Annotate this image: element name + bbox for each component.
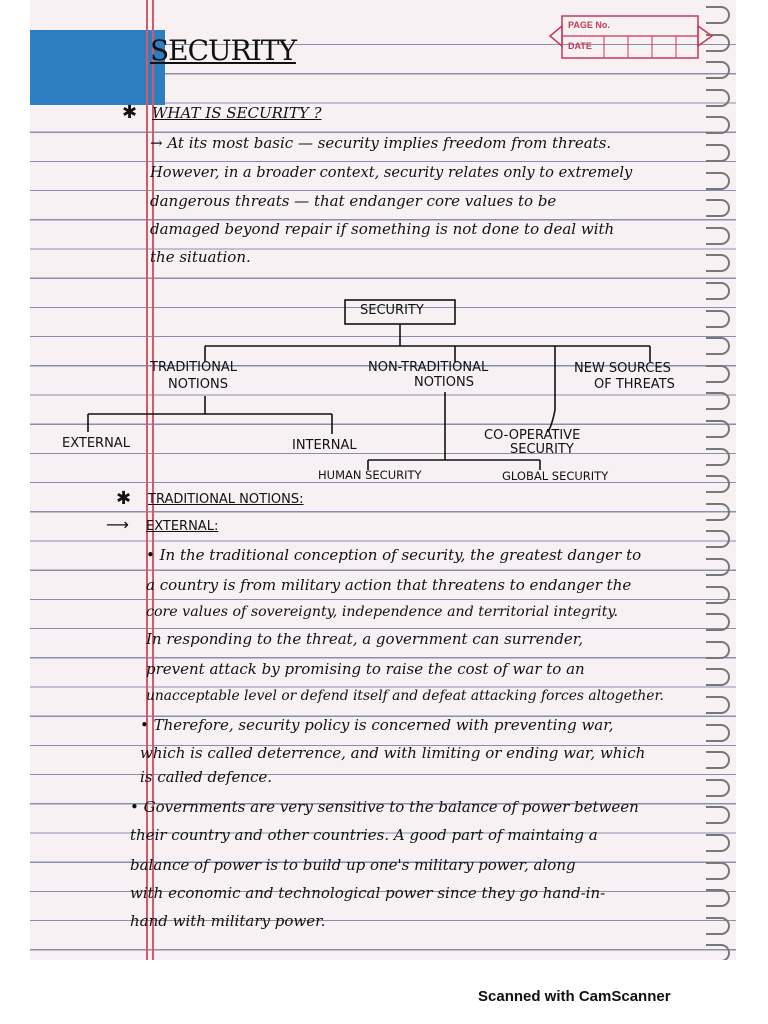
binding-ring [706, 448, 730, 466]
binding-ring [706, 116, 730, 134]
binding-ring [706, 365, 730, 383]
binding-ring [706, 862, 730, 880]
margin-line [146, 0, 148, 960]
binding-ring [706, 337, 730, 355]
binding-ring [706, 889, 730, 907]
body-line: • In the traditional conception of security, the greatest danger to [146, 546, 642, 564]
binding-ring [706, 392, 730, 410]
body-line: core values of sovereignty, independence and territorial integrity. [146, 604, 619, 620]
page-no-label: PAGE No. [568, 20, 610, 30]
diagram-cooperative-2: SECURITY [510, 442, 574, 457]
blue-tape [30, 30, 165, 105]
body-line: • Governments are very sensitive to the balance of power between [130, 798, 639, 816]
binding-ring [706, 751, 730, 769]
subheading: EXTERNAL: [146, 519, 219, 534]
body-line: hand with military power. [130, 912, 326, 930]
binding-ring [706, 806, 730, 824]
binding-ring [706, 227, 730, 245]
binding-ring [706, 613, 730, 631]
body-line: damaged beyond repair if something is not done to deal with [150, 220, 615, 238]
page-date-box [548, 14, 714, 62]
page-title: SECURITY [150, 34, 296, 67]
diagram-human-security: HUMAN SECURITY [318, 468, 422, 482]
body-line: is called defence. [140, 768, 273, 786]
binding-ring [706, 254, 730, 272]
diagram-traditional-1: TRADITIONAL [150, 360, 238, 375]
body-line: the situation. [150, 248, 251, 266]
binding-ring [706, 199, 730, 217]
binding-ring [706, 503, 730, 521]
binding-ring [706, 944, 730, 960]
body-line: balance of power is to build up one's military power, along [130, 856, 576, 874]
binding-ring [706, 172, 730, 190]
binding-ring [706, 668, 730, 686]
binding-ring [706, 475, 730, 493]
body-line: a country is from military action that threatens to endanger the [146, 576, 632, 594]
diagram-cooperative-1: CO-OPERATIVE [484, 428, 581, 443]
binding-ring [706, 558, 730, 576]
star-bullet: ✱ [122, 102, 138, 123]
date-label: DATE [568, 41, 592, 51]
binding-ring [706, 779, 730, 797]
diagram-global-security: GLOBAL SECURITY [502, 469, 609, 483]
binding-ring [706, 917, 730, 935]
spiral-binding [696, 0, 736, 960]
body-line: However, in a broader context, security relates only to extremely [150, 164, 633, 181]
binding-ring [706, 89, 730, 107]
body-line: unacceptable level or defend itself and defeat attacking forces altogether. [146, 688, 664, 704]
diagram-newsources-2: OF THREATS [594, 377, 675, 392]
binding-ring [706, 144, 730, 162]
body-line: which is called deterrence, and with limiting or ending war, which [140, 744, 646, 762]
binding-ring [706, 724, 730, 742]
body-line: → At its most basic — security implies freedom from threats. [150, 134, 612, 152]
body-line: prevent attack by promising to raise the cost of war to an [146, 660, 585, 678]
binding-ring [706, 530, 730, 548]
arrow-icon: ⟶ [106, 515, 129, 534]
body-line: • Therefore, security policy is concerned with preventing war, [140, 716, 614, 734]
diagram-root: SECURITY [360, 303, 424, 318]
diagram-nontraditional-2: NOTIONS [414, 375, 474, 390]
binding-ring [706, 641, 730, 659]
star-bullet: ✱ [116, 488, 132, 509]
body-line: dangerous threats — that endanger core values to be [150, 192, 557, 210]
body-line: with economic and technological power since they go hand-in- [130, 884, 606, 902]
binding-ring [706, 834, 730, 852]
diagram-nontraditional-1: NON-TRADITIONAL [368, 360, 489, 375]
binding-ring [706, 586, 730, 604]
scanner-watermark: Scanned with CamScanner [478, 988, 671, 1005]
section-heading: TRADITIONAL NOTIONS: [148, 492, 304, 507]
section-heading: WHAT IS SECURITY ? [152, 104, 322, 122]
diagram-newsources-1: NEW SOURCES [574, 361, 671, 376]
diagram-internal: INTERNAL [292, 438, 357, 453]
binding-ring [706, 310, 730, 328]
binding-ring [706, 420, 730, 438]
binding-ring [706, 61, 730, 79]
diagram-external: EXTERNAL [62, 436, 130, 451]
body-line: In responding to the threat, a government can surrender, [146, 630, 584, 648]
diagram-traditional-2: NOTIONS [168, 377, 228, 392]
binding-ring [706, 282, 730, 300]
binding-ring [706, 696, 730, 714]
body-line: their country and other countries. A good part of maintaing a [130, 826, 598, 844]
